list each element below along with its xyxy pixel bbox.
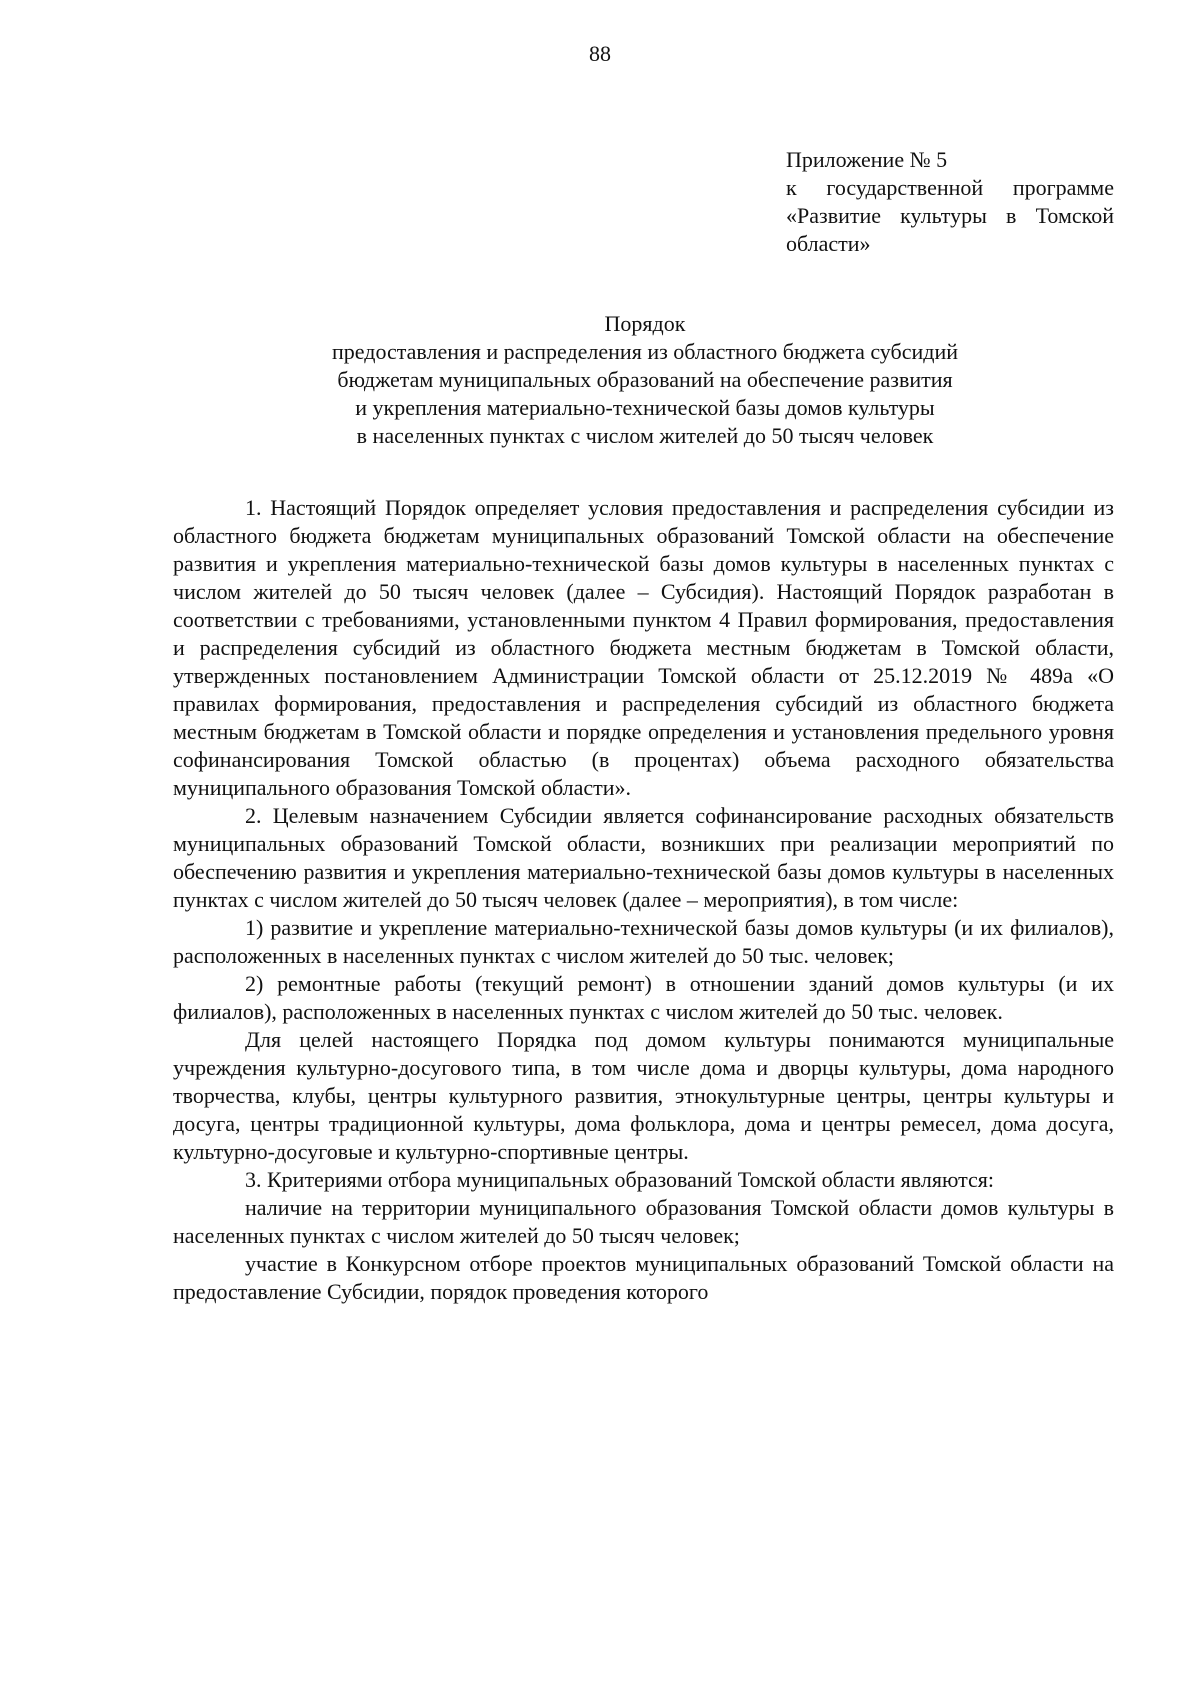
paragraph-2: 2. Целевым назначением Субсидии является софинансирование расходных обязательств муниципальных образований Томской области, возникших при реализации мероприятий по обеспечению развития и укрепления материально-технической базы домов культуры в населенных пунктах с числом жителей до 50 тысяч человек (далее – мероприятия), в том числе: xyxy=(173,803,1114,912)
paragraph-1: 1. Настоящий Порядок определяет условия предоставления и распределения субсидии из областного бюджета бюджетам муниципальных образований Томской области на обеспечение развития и укрепления материально-технической базы домов культуры в населенных пунктах с числом жителей до 50 тысяч человек (далее – Субсидия). Настоящий Порядок разработан в соответствии с требованиями, установленными пунктом 4 Правил формирования, предоставления и распределения субсидий из областного бюджета местным бюджетам в Томской области, утвержденных постановлением Администрации Томской области от 25.12.2019 № 489а «О правилах формирования, предоставления и распределения субсидий из областного бюджета местным бюджетам в Томской области и порядке определения и установления предельного уровня софинансирования Томской областью (в процентах) объема расходного обязательства муниципального образования Томской области». xyxy=(173,495,1114,800)
appendix-line: к государственной программе xyxy=(786,175,1114,200)
appendix-line: «Развитие культуры в Томской xyxy=(786,203,1114,228)
paragraph-definition: Для целей настоящего Порядка под домом культуры понимаются муниципальные учреждения культурно-досугового типа, в том числе дома и дворцы культуры, дома народного творчества, клубы, центры культурного развития, этнокультурные центры, центры культуры и досуга, центры традиционной культуры, дома фольклора, дома и центры ремесел, дома досуга, культурно-досуговые и культурно-спортивные центры. xyxy=(173,1027,1114,1164)
paragraph-3-criterion-1: наличие на территории муниципального образования Томской области домов культуры в населенных пунктах с числом жителей до 50 тысяч человек; xyxy=(173,1195,1114,1248)
title-line: в населенных пунктах с числом жителей до 50 тысяч человек xyxy=(356,423,934,448)
title-line: и укрепления материально-технической базы домов культуры xyxy=(355,395,935,420)
appendix-line: Приложение № 5 xyxy=(786,147,948,172)
document-title xyxy=(170,310,1120,450)
title-line: бюджетам муниципальных образований на обеспечение развития xyxy=(337,367,953,392)
paragraph-3: 3. Критериями отбора муниципальных образований Томской области являются: xyxy=(245,1167,994,1192)
appendix-note xyxy=(786,146,1114,258)
paragraph-2-item-1: 1) развитие и укрепление материально-технической базы домов культуры (и их филиалов), расположенных в населенных пунктах с числом жителей до 50 тыс. человек; xyxy=(173,915,1114,968)
title-heading: Порядок xyxy=(604,311,686,336)
paragraph-3-criterion-2: участие в Конкурсном отборе проектов муниципальных образований Томской области на предоставление Субсидии, порядок проведения которого xyxy=(173,1251,1114,1304)
page-number: 88 xyxy=(589,41,611,66)
document-body xyxy=(173,494,1114,1306)
appendix-line: области» xyxy=(786,231,871,256)
title-line: предоставления и распределения из областного бюджета субсидий xyxy=(332,339,958,364)
paragraph-2-item-2: 2) ремонтные работы (текущий ремонт) в отношении зданий домов культуры (и их филиалов), расположенных в населенных пунктах с числом жителей до 50 тыс. человек. xyxy=(173,971,1114,1024)
